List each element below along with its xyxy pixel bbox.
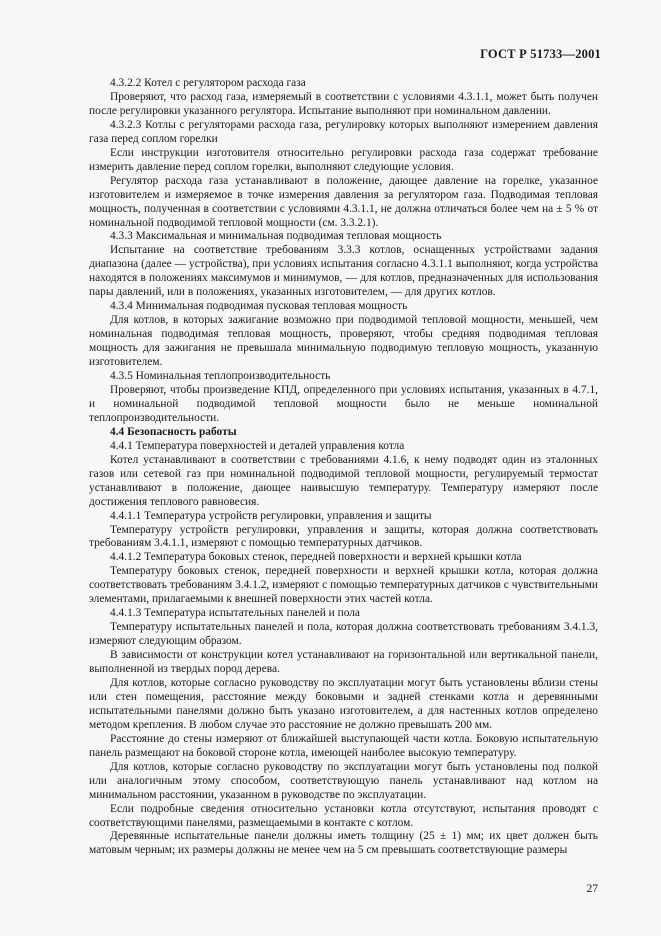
paragraph: Проверяют, что расход газа, измеряемый в соответствии с условиями 4.3.1.1, может быть получен после регулировки указанного регулятора. Испытание выполняют при номинальном давлении.: [89, 90, 598, 117]
paragraph: Расстояние до стены измеряют от ближайшей выступающей части котла. Боковую испытательную панель размещают на боковой стороне котла, имеющей наиболее высокую температуру.: [89, 732, 598, 759]
paragraph: В зависимости от конструкции котел устанавливают на горизонтальной или вертикальной панели, выполненной из твердых пород дерева.: [89, 649, 598, 676]
paragraph: Деревянные испытательные панели должны иметь толщину (25 ± 1) мм; их цвет должен быть матовым черным; их размеры должны не менее чем на 5 см превышать соответствующие размеры: [89, 830, 598, 857]
paragraph: Температуру боковых стенок, передней поверхности и верхней крышки котла, которая должна соответствовать требованиям 3.4.1.2, измеряют с помощью температурных датчиков с чувствительными элементами, прилагаемыми к внешней поверхности этих частей котла.: [89, 565, 598, 606]
section-heading: 4.3.3 Максимальная и минимальная подводимая тепловая мощность: [110, 230, 442, 243]
paragraph: Для котлов, в которых зажигание возможно при подводимой тепловой мощности, меньшей, чем номинальная подводимая тепловая мощность, проверяют, чтобы средняя подводимая тепловая мощность для зажигания не превышала минимальную подводимую тепловую мощность, указанную изготовителем.: [89, 314, 598, 369]
section-heading: 4.4.1.2 Температура боковых стенок, передней поверхности и верхней крышки котла: [110, 551, 522, 564]
paragraph: Для котлов, которые согласно руководству по эксплуатации могут быть установлены под полкой или аналогичным этому способом, соответствующую панель устанавливают над котлом на минимальном расстоянии, указанном в руководстве по эксплуатации.: [89, 760, 598, 801]
paragraph: Испытание на соответствие требованиям 3.3.3 котлов, оснащенных устройствами задания диапазона (далее — устройства), при условиях испытания согласно 4.3.1.1 выполняют, когда устройства находятся в положениях максимумов и минимумов, — для котлов, предназначенных для использования пары давлений, или в положениях, указанных изготовителем, — для других котлов.: [89, 244, 598, 299]
section-heading: 4.3.2.3 Котлы с регуляторами расхода газа, регулировку которых выполняют измерением давления газа перед соплом горелки: [89, 118, 598, 145]
paragraph: Температуру устройств регулировки, управления и защиты, которая должна соответствовать требованиям 3.4.1.1, измеряют с помощью температурных датчиков.: [89, 523, 598, 550]
paragraph: Для котлов, которые согласно руководству по эксплуатации могут быть установлены вблизи стены или стен помещения, расстояние между боковыми и задней стенками котла и деревянными испытательными панелями должно быть указано изготовителем, а для настенных котлов определено методом крепления. В любом случае это расстояние не должно превышать 200 мм.: [89, 676, 598, 731]
document-body: [89, 77, 598, 858]
paragraph: Если инструкции изготовителя относительно регулировки расхода газа содержат требование измерить давление перед соплом горелки, выполняют следующие условия.: [89, 146, 598, 173]
section-heading: 4.4.1.1 Температура устройств регулировки, управления и защиты: [110, 509, 432, 522]
paragraph: Котел устанавливают в соответствии с требованиями 4.1.6, к нему подводят один из эталонных газов или сетевой газ при номинальной подводимой тепловой мощности, регулируемый термостат устанавливают в положение, дающее наивысшую температуру. Температуру измеряют после достижения теплового равновесия.: [89, 453, 598, 508]
section-heading: 4.3.2.2 Котел с регулятором расхода газа: [110, 77, 306, 89]
section-heading: 4.3.4 Минимальная подводимая пусковая тепловая мощность: [110, 300, 408, 313]
standard-header: ГОСТ Р 51733—2001: [480, 47, 601, 61]
section-heading: 4.4.1.3 Температура испытательных панелей и пола: [110, 607, 360, 620]
paragraph: Регулятор расхода газа устанавливают в положение, дающее давление на горелке, указанное изготовителем и измеряемое в точке измерения давления за регулятором газа. Подводимая тепловая мощность, полученная в соответствии с условиями 4.3.1.1, не должна отличаться более чем на ± 5 % от номинальной подводимой тепловой мощности (см. 3.3.2.1).: [89, 174, 598, 229]
paragraph: Проверяют, чтобы произведение КПД, определенного при условиях испытания, указанных в 4.7.1, и номинальной подводимой тепловой мощности было не меньше номинальной теплопроизводительности.: [89, 383, 598, 424]
page-number: 27: [586, 883, 598, 895]
paragraph: Температуру испытательных панелей и пола, которая должна соответствовать требованиям 3.4.1.3, измеряют следующим образом.: [89, 621, 598, 648]
section-title: 4.4 Безопасность работы: [110, 425, 237, 438]
section-heading: 4.3.5 Номинальная теплопроизводительность: [110, 370, 331, 383]
section-heading: 4.4.1 Температура поверхностей и деталей управления котла: [110, 439, 405, 452]
paragraph: Если подробные сведения относительно установки котла отсутствуют, испытания проводят с соответствующими панелями, размещаемыми в контакте с котлом.: [89, 802, 598, 829]
